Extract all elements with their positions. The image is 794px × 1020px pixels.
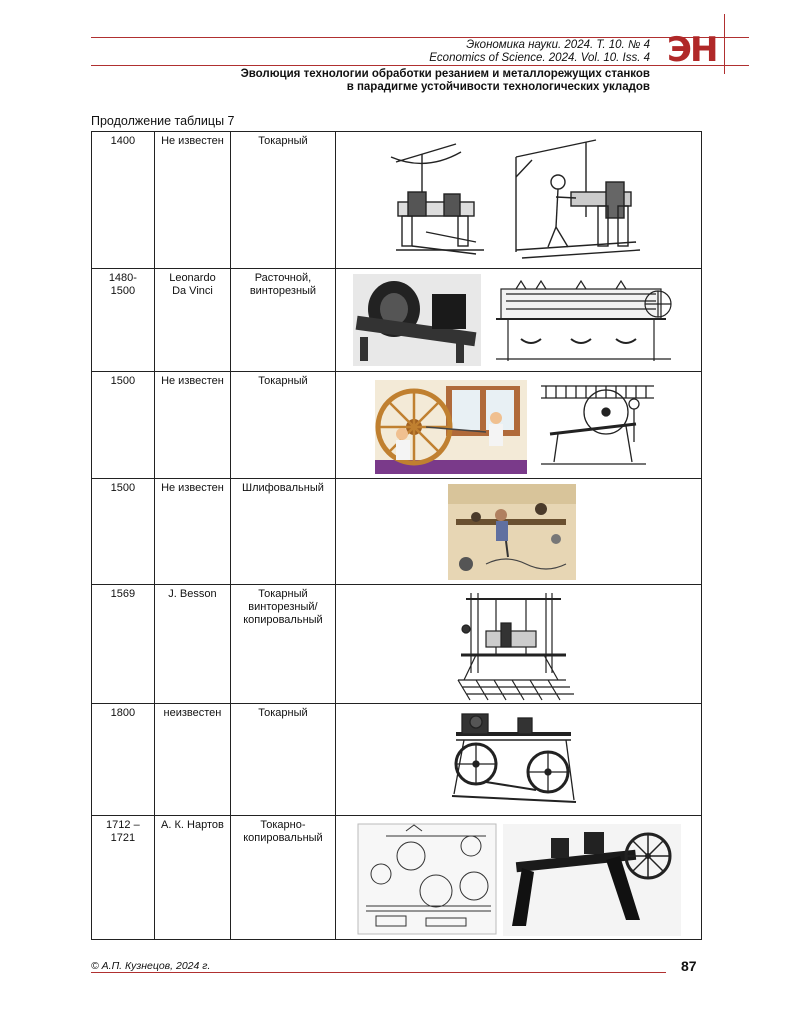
- article-title-line-2: в парадигме устойчивости технологических укладов: [346, 81, 650, 93]
- machine-type-cell: Токарный: [231, 372, 336, 479]
- machines-table: [91, 131, 702, 940]
- author-cell: Не известен: [154, 132, 230, 269]
- illustration-cell: [335, 132, 701, 269]
- journal-info: [429, 39, 650, 65]
- machine-type-cell: Токарный винторезный/ копировальный: [231, 585, 336, 704]
- journal-title-ru: Экономика науки. 2024. Т. 10. № 4: [466, 39, 650, 51]
- illustration-cell: [335, 372, 701, 479]
- leonardo-boring-machine-illustrations: [336, 269, 686, 371]
- table-row: [92, 132, 702, 269]
- copyright: © А.П. Кузнецов, 2024 г.: [91, 960, 211, 972]
- year-cell: 1712 – 1721: [92, 816, 155, 940]
- article-title: [241, 68, 650, 94]
- year-cell: 1500: [92, 372, 155, 479]
- machine-type-cell: Токарно- копировальный: [231, 816, 336, 940]
- nartov-lathe-photo: [503, 824, 681, 936]
- page-number: 87: [681, 958, 697, 974]
- table-row: [92, 269, 702, 372]
- journal-logo: ЭН: [667, 30, 717, 70]
- wheel-lathe-illustrations: [336, 372, 686, 478]
- illustration-cell: [335, 704, 701, 816]
- header-rule-top: [91, 37, 749, 38]
- pole-lathe-illustrations: [336, 132, 686, 268]
- screw-cutting-sketch: [496, 281, 671, 361]
- author-cell: неизвестен: [154, 704, 230, 816]
- author-cell: А. К. Нартов: [154, 816, 230, 940]
- nartov-lathe-illustrations: [336, 816, 686, 939]
- grinding-illustration: [336, 479, 686, 584]
- author-cell: Не известен: [154, 372, 230, 479]
- machine-type-cell: Шлифовальный: [231, 479, 336, 585]
- machine-type-cell: Токарный: [231, 704, 336, 816]
- journal-title-en: Economics of Science. 2024. Vol. 10. Iss. 4: [429, 52, 650, 64]
- year-cell: 1400: [92, 132, 155, 269]
- year-cell: 1800: [92, 704, 155, 816]
- table-row: [92, 585, 702, 704]
- table-caption: Продолжение таблицы 7: [91, 114, 235, 128]
- footer-rule: [91, 972, 666, 973]
- article-title-line-1: Эволюция технологии обработки резанием и металлорежущих станков: [240, 68, 650, 80]
- table-row: [92, 816, 702, 940]
- table-row: [92, 372, 702, 479]
- machine-type-cell: Токарный: [231, 132, 336, 269]
- table-row: [92, 704, 702, 816]
- illustration-cell: [335, 479, 701, 585]
- nartov-technical-drawing: [358, 824, 496, 934]
- header-rule-middle: [91, 65, 749, 66]
- 1800-lathe-illustration: [336, 704, 686, 815]
- illustration-cell: [335, 585, 701, 704]
- illustration-cell: [335, 269, 701, 372]
- wheel-lathe-sketch: [541, 386, 654, 464]
- illustration-cell: [335, 816, 701, 940]
- author-cell: Leonardo Da Vinci: [154, 269, 230, 372]
- author-cell: J. Besson: [154, 585, 230, 704]
- author-cell: Не известен: [154, 479, 230, 585]
- year-cell: 1500: [92, 479, 155, 585]
- wheel-lathe-color-drawing: [375, 380, 527, 474]
- year-cell: 1480- 1500: [92, 269, 155, 372]
- besson-lathe-illustration: [336, 585, 686, 703]
- machine-type-cell: Расточной, винторезный: [231, 269, 336, 372]
- year-cell: 1569: [92, 585, 155, 704]
- table-row: [92, 479, 702, 585]
